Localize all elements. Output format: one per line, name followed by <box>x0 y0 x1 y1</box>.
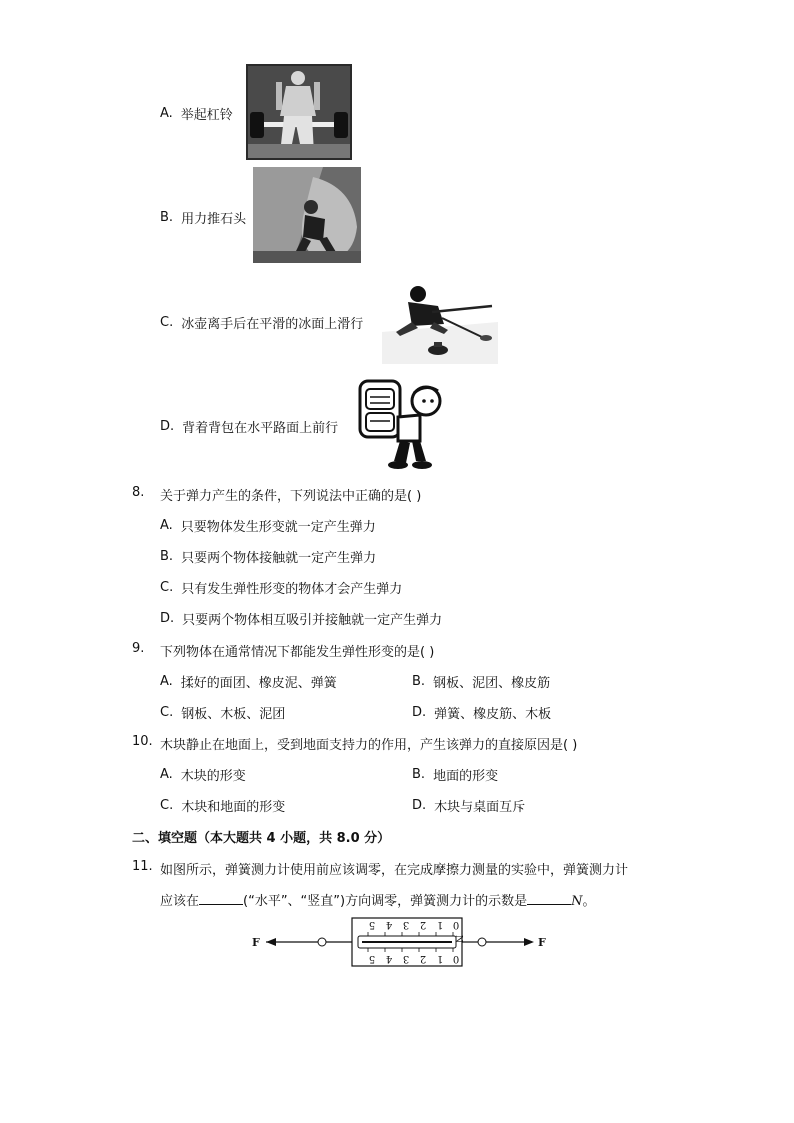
right-arrowhead <box>524 938 534 946</box>
option-text: 举起杠铃 <box>180 108 233 123</box>
q10-option-c[interactable] <box>160 796 285 815</box>
option-text: 钢板、木板、泥团 <box>181 707 286 722</box>
option-label: A. <box>160 106 173 121</box>
top-scale-number: 2 <box>419 919 427 930</box>
option-label: D. <box>412 798 427 813</box>
option-text: 木块与桌面互斥 <box>434 800 526 815</box>
q7-option-c[interactable] <box>160 313 363 332</box>
bottom-scale-number: 4 <box>385 953 393 964</box>
unit-label: N <box>571 894 583 909</box>
section-title: 二、填空题（本大题共 4 小题，共 8.0 分） <box>132 831 391 846</box>
left-hook <box>318 938 326 946</box>
option-label: B. <box>412 767 426 782</box>
left-arrowhead <box>266 938 276 946</box>
top-scale-number: 3 <box>402 919 410 930</box>
question-stem-line-1: 如图所示，弹簧测力计使用前应该调零，在完成摩擦力测量的实验中，弹簧测力计 <box>160 863 629 878</box>
answer-blank-2[interactable] <box>527 891 571 905</box>
q9-option-d[interactable] <box>412 703 551 722</box>
option-label: B. <box>160 210 174 225</box>
bottom-scale-number: 1 <box>436 953 444 964</box>
option-label: A. <box>160 674 173 689</box>
q8-option-b[interactable] <box>160 547 376 566</box>
stem-text: 。 <box>582 894 596 909</box>
option-label: B. <box>412 674 426 689</box>
option-text: 用力推石头 <box>181 212 247 227</box>
option-label: A. <box>160 767 173 782</box>
option-label: D. <box>160 419 175 434</box>
q8-option-d[interactable] <box>160 609 442 628</box>
option-text: 只要物体发生形变就一定产生弹力 <box>180 520 376 535</box>
option-label: C. <box>160 315 174 330</box>
q7-option-d[interactable] <box>160 417 338 436</box>
bottom-scale-number: 0 <box>452 953 460 964</box>
pushing-rock-picture <box>253 167 361 263</box>
option-label: D. <box>160 611 175 626</box>
q10-option-d[interactable] <box>412 796 525 815</box>
q9-option-a[interactable] <box>160 672 337 691</box>
question-number: 9. <box>132 641 145 656</box>
option-text: 只有发生弹性形变的物体才会产生弹力 <box>181 582 403 597</box>
q10-option-a[interactable] <box>160 765 246 784</box>
top-scale-number: 0 <box>452 919 460 930</box>
option-label: C. <box>160 580 174 595</box>
right-hook <box>478 938 486 946</box>
q9-option-b[interactable] <box>412 672 550 691</box>
top-scale-number: 1 <box>436 919 444 930</box>
bottom-scale-number: 5 <box>368 953 376 964</box>
question-stem: 木块静止在地面上，受到地面支持力的作用，产生该弹力的直接原因是( ) <box>160 738 578 753</box>
option-text: 木块和地面的形变 <box>181 800 286 815</box>
option-text: 背着背包在水平路面上前行 <box>182 421 339 436</box>
question-number: 10. <box>132 734 153 749</box>
weightlifter-picture <box>246 64 352 160</box>
backpack-boy-picture <box>354 375 446 471</box>
q8-option-a[interactable] <box>160 516 376 535</box>
option-text: 揉好的面团、橡皮泥、弹簧 <box>180 676 337 691</box>
top-scale-number: 5 <box>368 919 376 930</box>
right-force-label: F <box>538 936 546 949</box>
option-label: B. <box>160 549 174 564</box>
option-label: C. <box>160 798 174 813</box>
q7-option-a[interactable] <box>160 104 233 123</box>
spring-scale-figure <box>240 912 560 972</box>
left-force-label: F <box>252 936 260 949</box>
question-number: 8. <box>132 485 145 500</box>
option-label: D. <box>412 705 427 720</box>
stem-text: 应该在 <box>160 894 200 909</box>
q10-option-b[interactable] <box>412 765 498 784</box>
option-text: 只要两个物体接触就一定产生弹力 <box>181 551 377 566</box>
question-stem: 关于弹力产生的条件，下列说法中正确的是( ) <box>160 489 422 504</box>
question-number: 11. <box>132 859 153 874</box>
stem-text: (“水平”、“竖直”)方向调零，弹簧测力计的示数是 <box>243 894 528 909</box>
option-text: 钢板、泥团、橡皮筋 <box>433 676 551 691</box>
question-stem-line-2 <box>160 890 596 909</box>
question-stem: 下列物体在通常情况下都能发生弹性形变的是( ) <box>160 645 435 660</box>
q8-option-c[interactable] <box>160 578 402 597</box>
bottom-scale-number: 3 <box>402 953 410 964</box>
option-label: A. <box>160 518 173 533</box>
q7-option-b[interactable] <box>160 208 246 227</box>
top-scale-number: 4 <box>385 919 393 930</box>
option-text: 冰壶离手后在平滑的冰面上滑行 <box>181 317 364 332</box>
option-label: C. <box>160 705 174 720</box>
option-text: 木块的形变 <box>180 769 246 784</box>
curling-picture <box>382 272 498 364</box>
option-text: 只要两个物体相互吸引并接触就一定产生弹力 <box>182 613 443 628</box>
option-text: 地面的形变 <box>433 769 499 784</box>
bottom-scale-number: 2 <box>419 953 427 964</box>
scale-unit-mark: N <box>453 935 463 943</box>
answer-blank-1[interactable] <box>199 891 243 905</box>
option-text: 弹簧、橡皮筋、木板 <box>434 707 552 722</box>
q9-option-c[interactable] <box>160 703 285 722</box>
